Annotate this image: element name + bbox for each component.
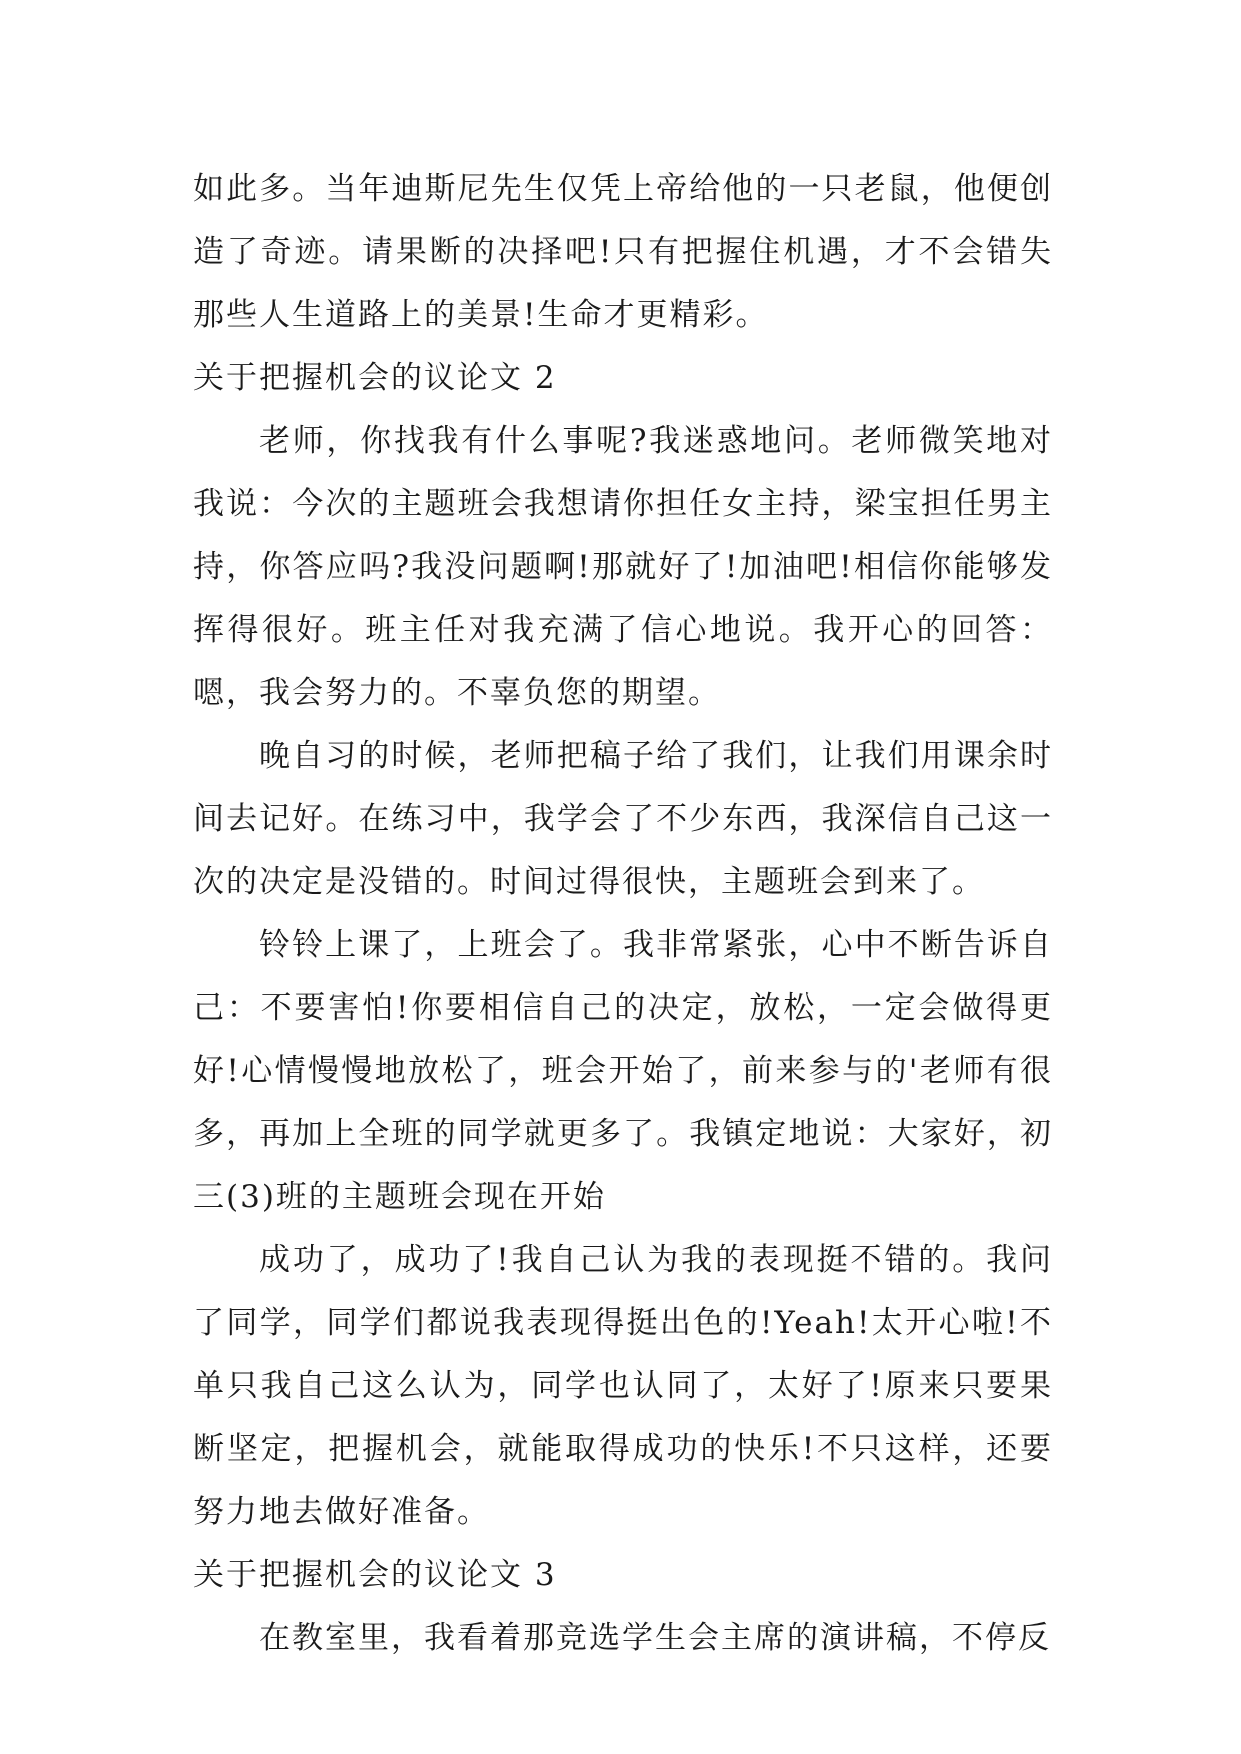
section-heading: 关于把握机会的议论文 3: [193, 1557, 557, 1593]
paragraph: 老师，你找我有什么事呢?我迷惑地问。老师微笑地对我说：今次的主题班会我想请你担任女主持，梁宝担任男主持，你答应吗?我没问题啊!那就好了!加油吧!相信你能够发挥得很好。班主任对我充满了信心地说。我开心的回答：嗯，我会努力的。不辜负您的期望。: [193, 423, 1053, 711]
document-body: [193, 158, 1053, 1670]
paragraph: 如此多。当年迪斯尼先生仅凭上帝给他的一只老鼠，他便创造了奇迹。请果断的决择吧!只有把握住机遇，才不会错失那些人生道路上的美景!生命才更精彩。: [193, 171, 1053, 333]
paragraph: 在教室里，我看着那竞选学生会主席的演讲稿，不停反: [259, 1620, 1051, 1656]
paragraph: 铃铃上课了，上班会了。我非常紧张，心中不断告诉自己：不要害怕!你要相信自己的决定，放松，一定会做得更好!心情慢慢地放松了，班会开始了，前来参与的'老师有很多，再加上全班的同学就更多了。我镇定地说：大家好，初三(3)班的主题班会现在开始: [193, 927, 1053, 1215]
paragraph: 成功了，成功了!我自己认为我的表现挺不错的。我问了同学，同学们都说我表现得挺出色的!Yeah!太开心啦!不单只我自己这么认为，同学也认同了，太好了!原来只要果断坚定，把握机会，就能取得成功的快乐!不只这样，还要努力地去做好准备。: [193, 1242, 1053, 1530]
paragraph: 晚自习的时候，老师把稿子给了我们，让我们用课余时间去记好。在练习中，我学会了不少东西，我深信自己这一次的决定是没错的。时间过得很快，主题班会到来了。: [193, 738, 1053, 900]
section-heading: 关于把握机会的议论文 2: [193, 360, 557, 396]
